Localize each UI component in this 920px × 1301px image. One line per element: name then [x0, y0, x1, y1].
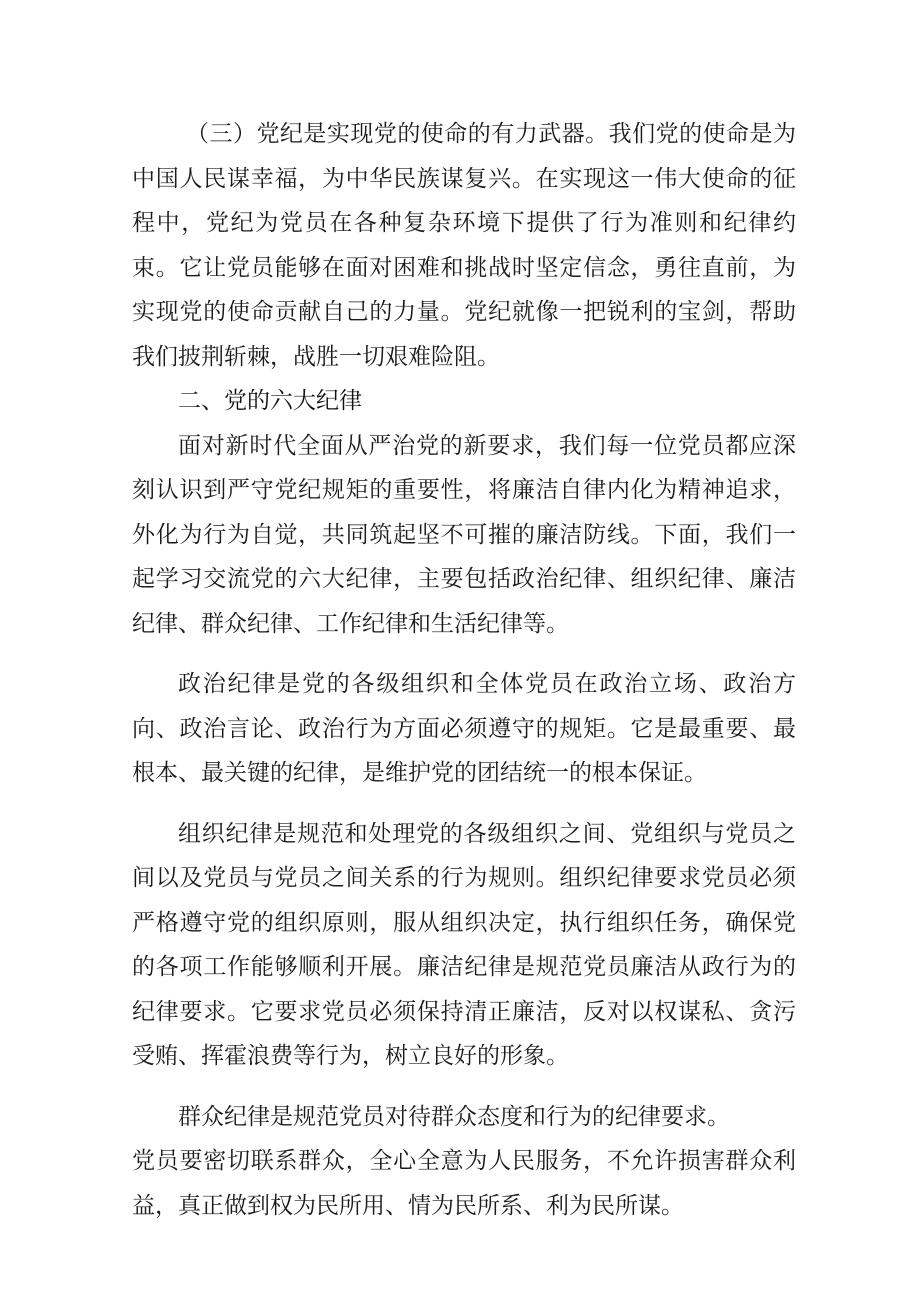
- paragraph-party-discipline-weapon: （三）党纪是实现党的使命的有力武器。我们党的使命是为中国人民谋幸福，为中华民族谋复兴。在实现这一伟大使命的征程中，党纪为党员在各种复杂环境下提供了行为准则和纪律约束。它让党员能够在面对困难和挑战时坚定信念，勇往直前，为实现党的使命贡献自己的力量。党纪就像一把锐利的宝剑，帮助我们披荆斩棘，战胜一切艰难险阻。: [132, 121, 796, 370]
- paragraph-organizational-discipline: 组织纪律是规范和处理党的各级组织之间、党组织与党员之间以及党员与党员之间关系的行为规则。组织纪律要求党员必须严格遵守党的组织原则，服从组织决定，执行组织任务，确保党的各项工作能够顺利开展。廉洁纪律是规范党员廉洁从政行为的纪律要求。它要求党员必须保持清正廉洁，反对以权谋私、贪污受贿、挥霍浪费等行为，树立良好的形象。: [132, 820, 796, 1069]
- document-body: [132, 112, 796, 1228]
- paragraph-spacer: [132, 646, 796, 662]
- section-heading-six-disciplines: 二、党的六大纪律: [178, 388, 362, 414]
- paragraph-spacer: [132, 796, 796, 812]
- paragraph-spacer: [132, 1079, 796, 1095]
- paragraph-political-discipline: 政治纪律是党的各级组织和全体党员在政治立场、政治方向、政治言论、政治行为方面必须遵守的规矩。它是最重要、最根本、最关键的纪律，是维护党的团结统一的根本保证。: [132, 671, 796, 786]
- paragraph-mass-discipline-rest: 党员要密切联系群众，全心全意为人民服务，不允许损害群众利益，真正做到权为民所用、情为民所系、利为民所谋。: [132, 1148, 796, 1219]
- paragraph-mass-discipline-line-1: 群众纪律是规范党员对待群众态度和行为的纪律要求。: [178, 1103, 730, 1130]
- paragraph-six-disciplines-intro: 面对新时代全面从严治党的新要求，我们每一位党员都应深刻认识到严守党纪规矩的重要性，将廉洁自律内化为精神追求，外化为行为自觉，共同筑起坚不可摧的廉洁防线。下面，我们一起学习交流党的六大纪律，主要包括政治纪律、组织纪律、廉洁纪律、群众纪律、工作纪律和生活纪律等。: [132, 432, 796, 637]
